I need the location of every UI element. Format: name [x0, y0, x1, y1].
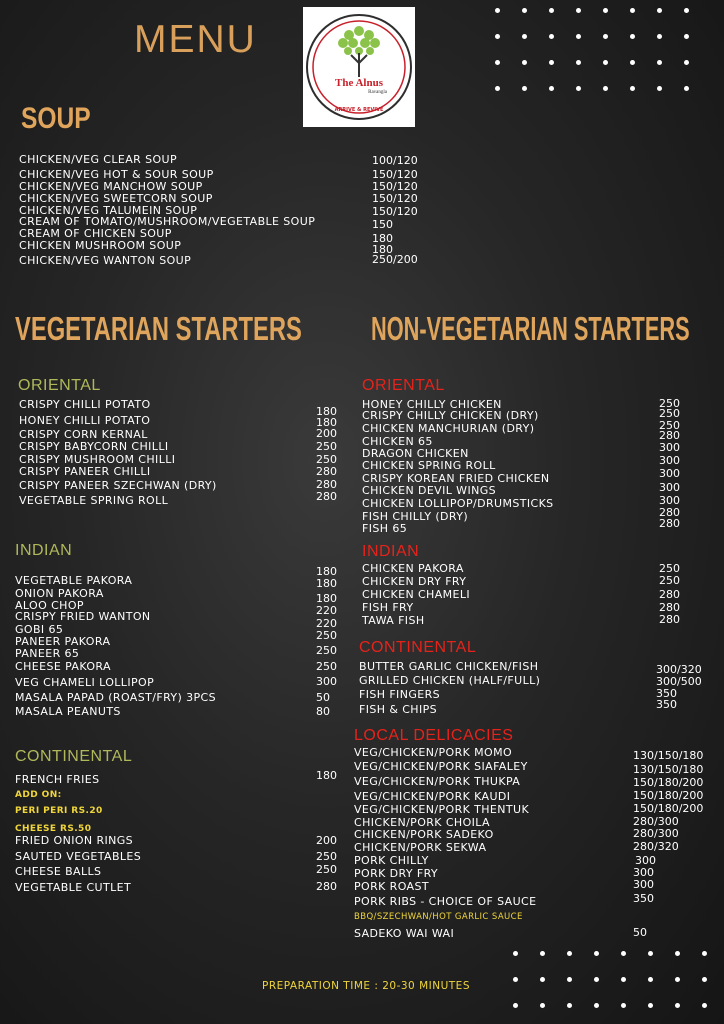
veg-continental-item: SAUTED VEGETABLES [15, 850, 142, 863]
decorative-dot [522, 8, 527, 13]
local-item-wai-wai: SADEKO WAI WAI [354, 927, 455, 940]
veg-indian-item: CHEESE PAKORA [15, 660, 111, 673]
decorative-dot [630, 8, 635, 13]
decorative-dot [513, 1003, 518, 1008]
veg-oriental-heading: ORIENTAL [18, 377, 101, 394]
add-on-label: ADD ON: [15, 790, 62, 800]
veg-oriental-item: CRISPY CHILLI POTATO [19, 398, 151, 411]
decorative-dot [675, 951, 680, 956]
nonveg-oriental-price: 300 [659, 454, 680, 467]
french-fries-item: FRENCH FRIES [15, 773, 100, 786]
nonveg-oriental-item: CHICKEN 65 [362, 435, 433, 448]
soup-item: CHICKEN/VEG HOT & SOUR SOUP [19, 168, 214, 181]
logo-sub: Ravangla [368, 90, 387, 95]
local-price: 150/180/200 [633, 789, 704, 802]
nonveg-oriental-item: CHICKEN MANCHURIAN (DRY) [362, 422, 535, 435]
nonveg-starters-heading: NON-VEGETARIAN STARTERS [371, 310, 690, 347]
nonveg-oriental-price: 250 [659, 397, 680, 410]
veg-continental-item: FRIED ONION RINGS [15, 834, 134, 847]
decorative-dot [603, 8, 608, 13]
decorative-dot [576, 8, 581, 13]
nonveg-indian-price: 280 [659, 601, 680, 614]
soup-item: CHICKEN MUSHROOM SOUP [19, 239, 182, 252]
decorative-dot [702, 951, 707, 956]
local-price: 280/300 [633, 827, 679, 840]
nonveg-continental-item: BUTTER GARLIC CHICKEN/FISH [359, 660, 539, 673]
local-item: PORK DRY FRY [354, 867, 439, 880]
decorative-dot [513, 951, 518, 956]
veg-continental-price: 280 [316, 880, 337, 893]
local-price: 130/150/180 [633, 749, 704, 762]
nonveg-oriental-price: 280 [659, 517, 680, 530]
nonveg-oriental-price: 280 [659, 429, 680, 442]
veg-continental-price: 250 [316, 850, 337, 863]
nonveg-oriental-item: FISH 65 [362, 522, 408, 535]
decorative-dot [657, 60, 662, 65]
veg-indian-item: ALOO CHOP [15, 599, 84, 612]
nonveg-oriental-price: 280 [659, 506, 680, 519]
local-item: VEG/CHICKEN/PORK KAUDI [354, 790, 511, 803]
decorative-dot [657, 86, 662, 91]
veg-indian-price: 250 [316, 629, 337, 642]
soup-item: CREAM OF TOMATO/MUSHROOM/VEGETABLE SOUP [19, 215, 316, 228]
veg-indian-item: MASALA PEANUTS [15, 705, 121, 718]
veg-indian-item: PANEER PAKORA [15, 635, 111, 648]
local-price: 150/180/200 [633, 776, 704, 789]
veg-indian-price: 220 [316, 617, 337, 630]
nonveg-continental-price: 300/320 [656, 663, 702, 676]
nonveg-continental-item: FISH FINGERS [359, 688, 441, 701]
decorative-dot [576, 34, 581, 39]
soup-price: 150 [372, 218, 393, 231]
soup-price: 150/120 [372, 205, 418, 218]
nonveg-indian-price: 250 [659, 562, 680, 575]
decorative-dot [522, 86, 527, 91]
decorative-dot [684, 86, 689, 91]
decorative-dot [657, 34, 662, 39]
veg-oriental-item: VEGETABLE SPRING ROLL [19, 494, 169, 507]
local-item: CHICKEN/PORK SEKWA [354, 841, 487, 854]
decorative-dot [540, 951, 545, 956]
local-price: 280/320 [633, 840, 679, 853]
local-price: 300 [633, 878, 654, 891]
nonveg-continental-price: 300/500 [656, 675, 702, 688]
decorative-dot [675, 977, 680, 982]
veg-indian-price: 220 [316, 604, 337, 617]
nonveg-oriental-item: CRISPY KOREAN FRIED CHICKEN [362, 472, 550, 485]
veg-indian-item: PANEER 65 [15, 647, 80, 660]
local-price: 150/180/200 [633, 802, 704, 815]
veg-indian-heading: INDIAN [15, 542, 73, 559]
nonveg-oriental-item: FISH CHILLY (DRY) [362, 510, 469, 523]
decorative-dot [495, 8, 500, 13]
veg-oriental-item: HONEY CHILLI POTATO [19, 414, 151, 427]
veg-continental-price: 200 [316, 834, 337, 847]
veg-indian-item: GOBI 65 [15, 623, 64, 636]
soup-price: 150/120 [372, 192, 418, 205]
veg-continental-heading: CONTINENTAL [15, 748, 133, 765]
veg-indian-item: VEGETABLE PAKORA [15, 574, 133, 587]
veg-oriental-item: CRISPY PANEER SZECHWAN (DRY) [19, 479, 217, 492]
veg-oriental-price: 180 [316, 405, 337, 418]
nonveg-oriental-item: CHICKEN LOLLIPOP/DRUMSTICKS [362, 497, 554, 510]
decorative-dot [630, 60, 635, 65]
decorative-dot [684, 60, 689, 65]
soup-item: CHICKEN/VEG SWEETCORN SOUP [19, 192, 213, 205]
decorative-dot [567, 977, 572, 982]
logo-tagline: ARRIVE & REVIVE [334, 107, 384, 113]
decorative-dot [567, 1003, 572, 1008]
nonveg-oriental-price: 250 [659, 419, 680, 432]
logo-name: The Alnus [335, 77, 383, 89]
local-item: VEG/CHICKEN/PORK MOMO [354, 746, 513, 759]
nonveg-indian-price: 280 [659, 613, 680, 626]
decorative-dot [513, 977, 518, 982]
nonveg-continental-item: FISH & CHIPS [359, 703, 438, 716]
veg-continental-price: 250 [316, 863, 337, 876]
soup-price: 250/200 [372, 253, 418, 266]
nonveg-oriental-price: 300 [659, 441, 680, 454]
local-delicacies-heading: LOCAL DELICACIES [354, 727, 514, 744]
decorative-dot [684, 34, 689, 39]
decorative-dot [540, 977, 545, 982]
decorative-dot [594, 951, 599, 956]
veg-indian-price: 180 [316, 565, 337, 578]
decorative-dot [684, 8, 689, 13]
local-item: PORK ROAST [354, 880, 429, 893]
local-item: CHICKEN/PORK CHOILA [354, 816, 490, 829]
nonveg-continental-price: 350 [656, 698, 677, 711]
decorative-dot [522, 60, 527, 65]
decorative-dot [603, 60, 608, 65]
veg-continental-item: CHEESE BALLS [15, 865, 102, 878]
veg-oriental-price: 280 [316, 490, 337, 503]
soup-item: CREAM OF CHICKEN SOUP [19, 227, 172, 240]
soup-price: 150/120 [372, 180, 418, 193]
decorative-dot [594, 1003, 599, 1008]
nonveg-oriental-price: 300 [659, 481, 680, 494]
local-item: PORK RIBS - CHOICE OF SAUCE [354, 895, 537, 908]
veg-indian-item: VEG CHAMELI LOLLIPOP [15, 676, 155, 689]
veg-oriental-item: CRISPY MUSHROOM CHILLI [19, 453, 176, 466]
decorative-dot [549, 60, 554, 65]
decorative-dot [576, 86, 581, 91]
veg-indian-price: 300 [316, 675, 337, 688]
decorative-dot [648, 951, 653, 956]
french-fries-price: 180 [316, 769, 337, 782]
add-on-peri-peri: PERI PERI RS.20 [15, 806, 103, 816]
local-item: PORK CHILLY [354, 854, 429, 867]
soup-heading: SOUP [21, 102, 91, 135]
decorative-dot [648, 1003, 653, 1008]
veg-oriental-item: CRISPY PANEER CHILLI [19, 465, 151, 478]
decorative-dot [702, 977, 707, 982]
decorative-dot [603, 86, 608, 91]
veg-continental-item: VEGETABLE CUTLET [15, 881, 132, 894]
decorative-dot [603, 34, 608, 39]
soup-price: 180 [372, 232, 393, 245]
decorative-dot [594, 977, 599, 982]
nonveg-oriental-price: 300 [659, 494, 680, 507]
decorative-dot [549, 86, 554, 91]
local-item: VEG/CHICKEN/PORK THUKPA [354, 775, 521, 788]
veg-oriental-price: 200 [316, 427, 337, 440]
nonveg-indian-item: CHICKEN PAKORA [362, 562, 464, 575]
local-price-wai-wai: 50 [633, 926, 647, 939]
soup-item: CHICKEN/VEG TALUMEIN SOUP [19, 204, 198, 217]
nonveg-oriental-item: CRISPY CHILLY CHICKEN (DRY) [362, 409, 539, 422]
local-price: 280/300 [633, 815, 679, 828]
veg-indian-item: ONION PAKORA [15, 587, 104, 600]
decorative-dot [549, 8, 554, 13]
decorative-dot [648, 977, 653, 982]
local-price: 300 [635, 854, 656, 867]
local-price: 300 [633, 866, 654, 879]
menu-title: MENU [134, 18, 257, 61]
decorative-dot [621, 1003, 626, 1008]
veg-oriental-item: CRISPY BABYCORN CHILLI [19, 440, 169, 453]
nonveg-indian-item: FISH FRY [362, 601, 414, 614]
decorative-dot [576, 60, 581, 65]
soup-item: CHICKEN/VEG CLEAR SOUP [19, 153, 178, 166]
decorative-dot [630, 34, 635, 39]
nonveg-oriental-item: DRAGON CHICKEN [362, 447, 469, 460]
soup-price: 150/120 [372, 168, 418, 181]
nonveg-indian-price: 280 [659, 588, 680, 601]
nonveg-oriental-price: 250 [659, 407, 680, 420]
sauce-note: BBQ/SZECHWAN/HOT GARLIC SAUCE [354, 912, 523, 922]
veg-indian-price: 50 [316, 691, 330, 704]
veg-oriental-price: 250 [316, 453, 337, 466]
nonveg-continental-heading: CONTINENTAL [359, 639, 477, 656]
nonveg-indian-heading: INDIAN [362, 543, 420, 560]
veg-indian-price: 80 [316, 705, 330, 718]
veg-indian-price: 180 [316, 577, 337, 590]
preparation-time: PREPARATION TIME : 20-30 MINUTES [262, 980, 470, 992]
decorative-dot [675, 1003, 680, 1008]
veg-indian-item: CRISPY FRIED WANTON [15, 610, 151, 623]
decorative-dot [522, 34, 527, 39]
decorative-dot [630, 86, 635, 91]
nonveg-indian-item: CHICKEN DRY FRY [362, 575, 467, 588]
decorative-dot [495, 86, 500, 91]
local-item: CHICKEN/PORK SADEKO [354, 828, 494, 841]
veg-starters-heading: VEGETARIAN STARTERS [15, 310, 302, 347]
decorative-dot [549, 34, 554, 39]
veg-indian-price: 180 [316, 592, 337, 605]
veg-indian-price: 250 [316, 660, 337, 673]
decorative-dot [621, 951, 626, 956]
local-price: 350 [633, 892, 654, 905]
decorative-dot [495, 34, 500, 39]
soup-item: CHICKEN/VEG MANCHOW SOUP [19, 180, 203, 193]
nonveg-oriental-price: 300 [659, 467, 680, 480]
nonveg-continental-price: 350 [656, 687, 677, 700]
veg-oriental-price: 280 [316, 465, 337, 478]
veg-oriental-price: 180 [316, 416, 337, 429]
nonveg-indian-price: 250 [659, 574, 680, 587]
veg-oriental-price: 250 [316, 440, 337, 453]
decorative-dot [621, 977, 626, 982]
nonveg-oriental-item: HONEY CHILLY CHICKEN [362, 398, 502, 411]
veg-oriental-price: 280 [316, 478, 337, 491]
soup-item: CHICKEN/VEG WANTON SOUP [19, 254, 192, 267]
decorative-dot [702, 1003, 707, 1008]
veg-oriental-item: CRISPY CORN KERNAL [19, 428, 148, 441]
add-on-cheese: CHEESE RS.50 [15, 824, 92, 834]
nonveg-oriental-item: CHICKEN DEVIL WINGS [362, 484, 497, 497]
nonveg-indian-item: TAWA FISH [362, 614, 425, 627]
nonveg-oriental-item: CHICKEN SPRING ROLL [362, 459, 496, 472]
decorative-dot [567, 951, 572, 956]
decorative-dot [540, 1003, 545, 1008]
nonveg-continental-item: GRILLED CHICKEN (HALF/FULL) [359, 674, 541, 687]
local-item: VEG/CHICKEN/PORK SIAFALEY [354, 760, 528, 773]
nonveg-oriental-heading: ORIENTAL [362, 377, 445, 394]
nonveg-indian-item: CHICKEN CHAMELI [362, 588, 471, 601]
decorative-dot [657, 8, 662, 13]
soup-price: 180 [372, 243, 393, 256]
restaurant-logo [303, 7, 415, 127]
veg-indian-item: MASALA PAPAD (ROAST/FRY) 3PCS [15, 691, 217, 704]
soup-price: 100/120 [372, 154, 418, 167]
local-price: 130/150/180 [633, 763, 704, 776]
veg-indian-price: 250 [316, 644, 337, 657]
local-item: VEG/CHICKEN/PORK THENTUK [354, 803, 530, 816]
decorative-dot [495, 60, 500, 65]
